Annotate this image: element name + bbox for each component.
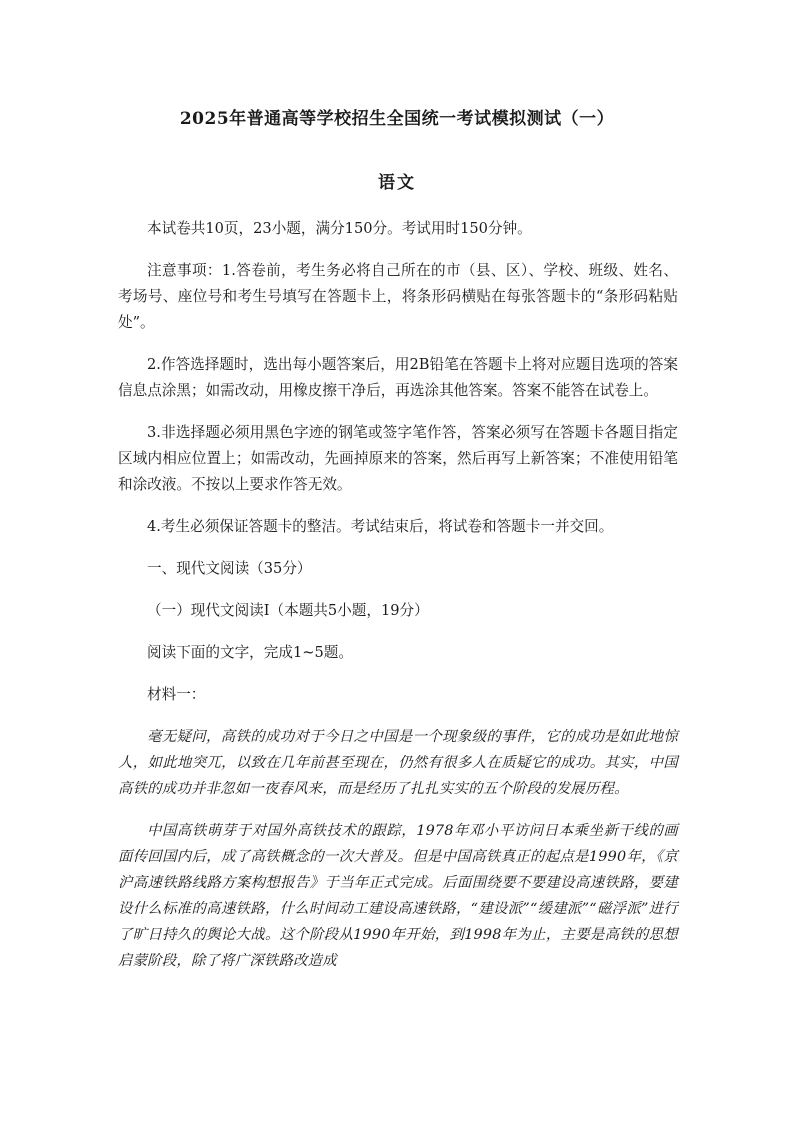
exam-content bbox=[118, 216, 678, 990]
instruction-note-3: 3.非选择题必须用黑色字迹的钢笔或签字笔作答，答案必须写在答题卡各题目指定区域内相应位置上；如需改动，先画掉原来的答案，然后再写上新答案；不准使用铅笔和涂改液。不按以上要求作答无效。 bbox=[118, 424, 678, 493]
instruction-note-4: 4.考生必须保证答题卡的整洁。考试结束后，将试卷和答题卡一并交回。 bbox=[147, 518, 614, 535]
subject-title: 语文 bbox=[378, 173, 416, 193]
exam-intro: 本试卷共10页，23小题，满分150分。考试用时150分钟。 bbox=[147, 220, 532, 237]
reading-direction: 阅读下面的文字，完成1~5题。 bbox=[147, 644, 353, 661]
material-paragraph-2: 中国高铁萌芽于对国外高铁技术的跟踪，1978年邓小平访问日本乘坐新干线的画面传回国内后，成了高铁概念的一次大普及。但是中国高铁真正的起点是1990年，《京沪高速铁路线路方案构想报告》于当年正式完成。后面围绕要不要建设高速铁路，要建设什么标准的高速铁路，什么时间动工建设高速铁路，“建设派”“缓建派”“磁浮派”进行了旷日持久的舆论大战。这个阶段从1990年开始，到1998年为止，主要是高铁的思想启蒙阶段，除了将广深铁路改造成 bbox=[118, 823, 678, 969]
exam-title: 2025年普通高等学校招生全国统一考试模拟测试（一） bbox=[179, 109, 615, 129]
material-paragraph-1: 毫无疑问，高铁的成功对于今日之中国是一个现象级的事件，它的成功是如此地惊人，如此地突兀，以致在几年前甚至现在，仍然有很多人在质疑它的成功。其实，中国高铁的成功并非忽如一夜春风来，而是经历了扎扎实实的五个阶段的发展历程。 bbox=[118, 729, 678, 797]
instruction-note-1: 注意事项：1.答卷前，考生务必将自己所在的市（县、区）、学校、班级、姓名、考场号、座位号和考生号填写在答题卡上，将条形码横贴在每张答题卡的“条形码粘贴处”。 bbox=[118, 262, 678, 331]
instruction-note-2: 2.作答选择题时，选出每小题答案后，用2B铅笔在答题卡上将对应题目选项的答案信息点涂黑；如需改动，用橡皮擦干净后，再选涂其他答案。答案不能答在试卷上。 bbox=[118, 356, 678, 399]
material-label: 材料一： bbox=[147, 686, 206, 703]
section-subheading: （一）现代文阅读Ⅰ（本题共5小题，19分） bbox=[147, 602, 429, 619]
section-heading: 一、现代文阅读（35分） bbox=[147, 560, 312, 577]
